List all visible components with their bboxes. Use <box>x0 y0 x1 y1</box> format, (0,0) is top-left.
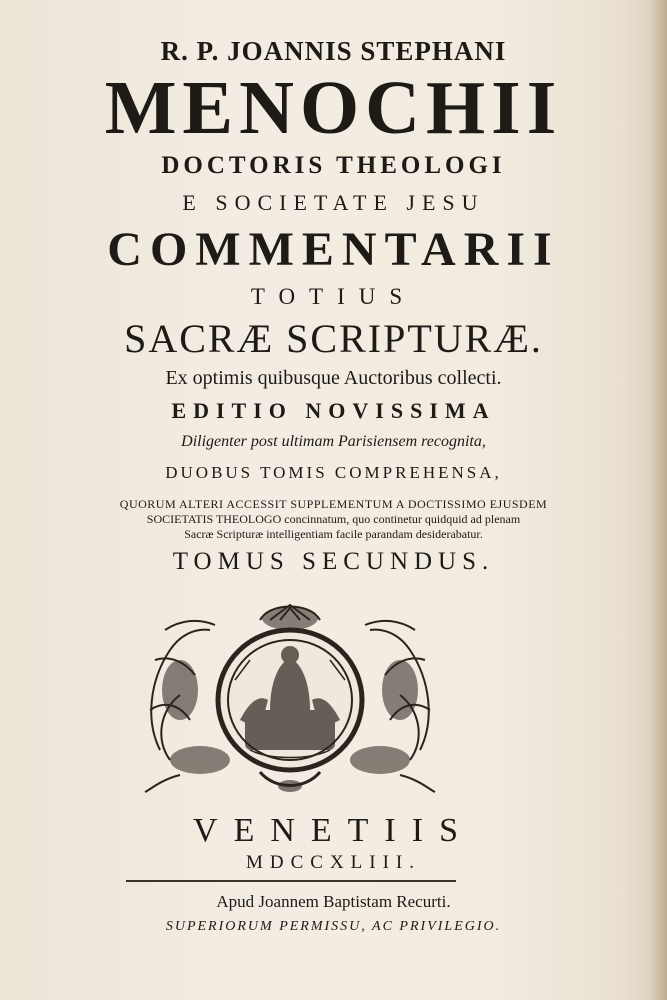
author-name: MENOCHII <box>104 66 563 150</box>
imprint-year: MDCCXLIII. <box>245 852 422 873</box>
supplement-line-1: QUORUM ALTERI ACCESSIT SUPPLEMENTUM A DOCTISSIMO EJUSDEM <box>119 497 548 511</box>
work-title: COMMENTARII <box>107 223 560 276</box>
religious-order: E SOCIETATE JESU <box>182 190 485 215</box>
tome-line: TOMUS SECUNDUS. <box>172 548 495 575</box>
totius-line: TOTIUS <box>250 284 417 309</box>
recognition-line: Diligenter post ultimam Parisiensem recognita, <box>181 433 486 450</box>
supplement-line-3: Sacræ Scripturæ intelligentiam facile parandam desiderabatur. <box>184 527 483 541</box>
imprint-place: VENETIIS <box>193 812 474 849</box>
author-title: DOCTORIS THEOLOGI <box>161 152 506 179</box>
printer-device-icon <box>140 600 440 795</box>
author-prefix: R. P. JOANNIS STEPHANI <box>160 36 507 66</box>
edition-line: EDITIO NOVISSIMA <box>171 398 496 423</box>
printer-line: Apud Joannem Baptistam Recurti. <box>216 892 451 911</box>
imprint-rule <box>126 880 456 882</box>
privilege-line: SUPERIORUM PERMISSU, AC PRIVILEGIO. <box>165 919 502 934</box>
supplement-line-2: SOCIETATIS THEOLOGO concinnatum, quo continetur quidquid ad plenam <box>146 512 521 526</box>
subject-title: SACRÆ SCRIPTURÆ. <box>124 316 543 361</box>
volumes-line: DUOBUS TOMIS COMPREHENSA, <box>165 463 502 482</box>
sources-line: Ex optimis quibusque Auctoribus collecti. <box>165 367 502 389</box>
